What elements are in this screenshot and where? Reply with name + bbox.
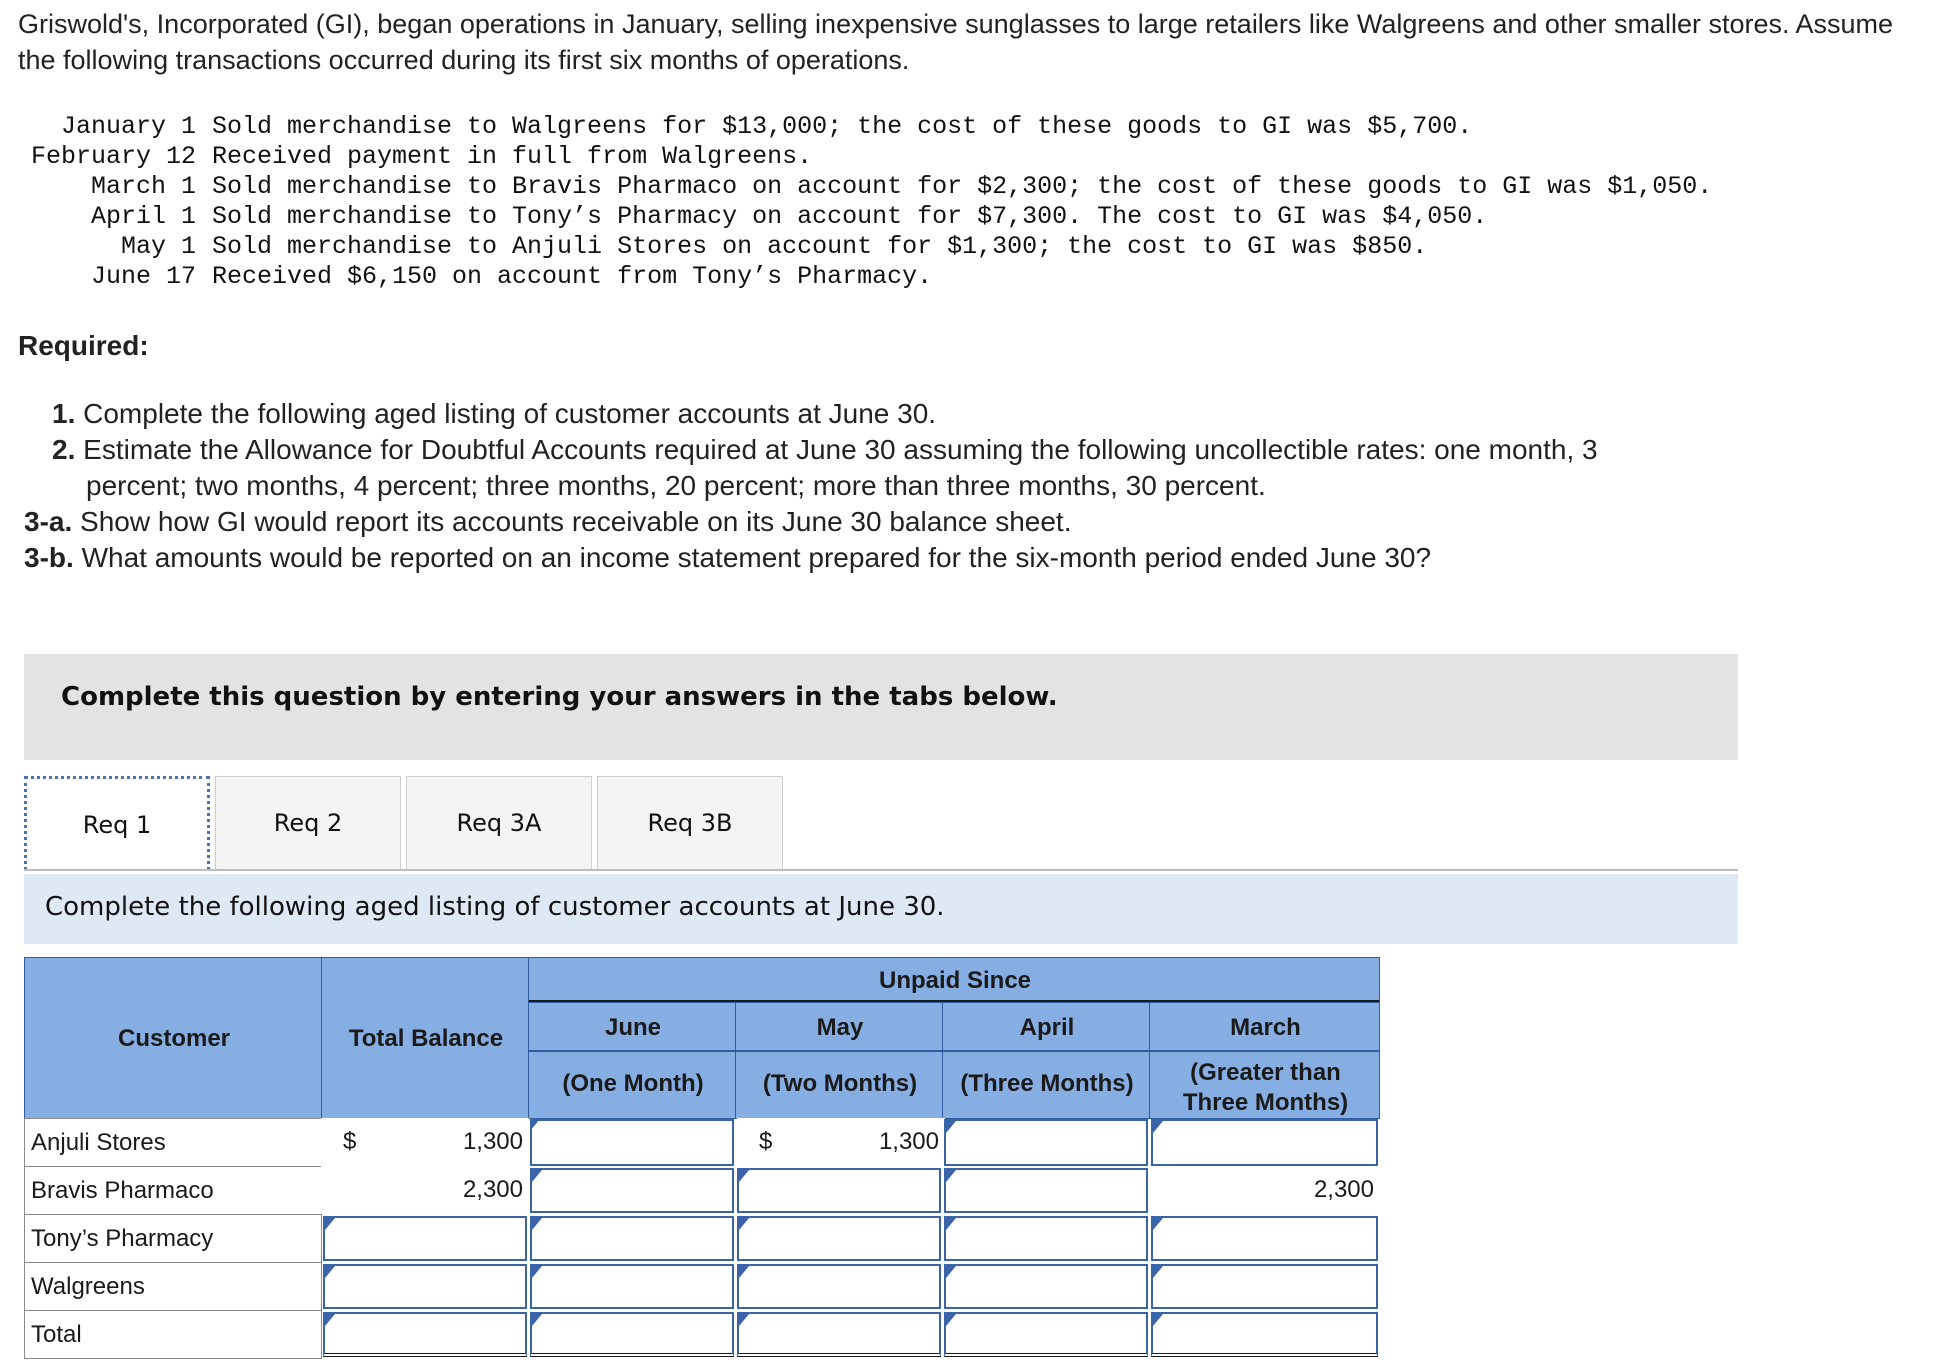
transaction-row: May 1 Sold merchandise to Anjuli Stores on account for $1,300; the cost to GI was $850. [120, 232, 1428, 261]
total-cell: 2,300 [321, 1166, 529, 1215]
june-input[interactable] [530, 1216, 734, 1261]
input-marker-icon [532, 1266, 542, 1278]
total-input[interactable] [323, 1264, 527, 1309]
customer-cell: Walgreens [24, 1262, 322, 1311]
input-marker-icon [325, 1218, 335, 1230]
unpaid-since-header: Unpaid Since [528, 957, 1380, 1003]
total-cell: $ 1,300 [321, 1118, 529, 1167]
customer-cell-total: Total [24, 1310, 322, 1359]
input-marker-icon [532, 1170, 542, 1182]
march-input[interactable] [1151, 1264, 1378, 1309]
input-marker-icon [946, 1266, 956, 1278]
problem-intro: Griswold's, Incorporated (GI), began operations in January, selling inexpensive sunglasses to large retailers like Walgreens and other smaller stores. Assume the following transactions occurred during its first six months of operations. [18, 9, 1894, 75]
march-input[interactable] [1151, 1216, 1378, 1261]
june-input[interactable] [530, 1168, 734, 1213]
customer-cell: Tony’s Pharmacy [24, 1214, 322, 1263]
april-input[interactable] [944, 1216, 1148, 1261]
tab-prompt [24, 874, 1738, 944]
input-marker-icon [739, 1266, 749, 1278]
input-marker-icon [946, 1170, 956, 1182]
april-header: April (Three Months) [942, 1002, 1150, 1119]
tab-req-2[interactable]: Req 2 [215, 776, 401, 870]
may-cell: $ 1,300 [737, 1118, 945, 1167]
input-marker-icon [1153, 1121, 1163, 1133]
input-marker-icon [532, 1314, 542, 1326]
input-marker-icon [530, 1119, 540, 1131]
tab-req-1[interactable]: Req 1 [24, 776, 210, 870]
tab-divider [24, 869, 1738, 871]
requirement-item: 2. Estimate the Allowance for Doubtful Accounts required at June 30 assuming the following uncollectible rates: one month, 3 [52, 434, 1598, 465]
june-sum-input[interactable] [530, 1312, 734, 1357]
requirement-item: 1. Complete the following aged listing of customer accounts at June 30. [52, 398, 937, 429]
input-marker-icon [532, 1218, 542, 1230]
april-input[interactable] [944, 1264, 1148, 1309]
requirement-item: 3-b. What amounts would be reported on an income statement prepared for the six-month period ended June 30? [24, 542, 1432, 573]
june-input[interactable] [530, 1264, 734, 1309]
tab-req-3b[interactable]: Req 3B [597, 776, 783, 870]
customer-cell: Anjuli Stores [24, 1118, 322, 1167]
june-header: June (One Month) [528, 1002, 736, 1119]
total-sum-input[interactable] [323, 1312, 527, 1357]
transaction-row: April 1 Sold merchandise to Tony’s Pharmacy on account for $7,300. The cost to GI was $4,050. [90, 202, 1488, 231]
customer-header: Customer [24, 957, 322, 1119]
header-divider [528, 1050, 1380, 1052]
input-marker-icon [739, 1218, 749, 1230]
input-marker-icon [1153, 1314, 1163, 1326]
april-input[interactable] [944, 1168, 1148, 1213]
customer-cell: Bravis Pharmaco [24, 1166, 322, 1215]
april-sum-input[interactable] [944, 1312, 1148, 1357]
may-header: May (Two Months) [735, 1002, 943, 1119]
june-input[interactable] [530, 1119, 734, 1166]
transaction-row: March 1 Sold merchandise to Bravis Pharmaco on account for $2,300; the cost of these goods to GI was $1,050. [90, 172, 1713, 201]
may-input[interactable] [737, 1264, 941, 1309]
march-input[interactable] [1151, 1119, 1378, 1166]
total-balance-header: Total Balance [321, 957, 529, 1119]
may-sum-input[interactable] [737, 1312, 941, 1357]
prompt-text: Complete the following aged listing of customer accounts at June 30. [45, 892, 945, 922]
input-marker-icon [1153, 1266, 1163, 1278]
total-input[interactable] [323, 1216, 527, 1261]
april-input[interactable] [944, 1119, 1148, 1166]
requirement-item-continued: percent; two months, 4 percent; three months, 20 percent; more than three months, 30 percent. [86, 470, 1266, 501]
transaction-row: January 1 Sold merchandise to Walgreens for $13,000; the cost of these goods to GI was $5,700. [60, 112, 1473, 141]
may-input[interactable] [737, 1168, 941, 1213]
march-cell: 2,300 [1151, 1166, 1380, 1215]
input-marker-icon [946, 1218, 956, 1230]
tab-req-3a[interactable]: Req 3A [406, 776, 592, 870]
march-header: March (Greater than Three Months) [1149, 1002, 1380, 1119]
input-marker-icon [739, 1314, 749, 1326]
input-marker-icon [946, 1121, 956, 1133]
input-marker-icon [325, 1266, 335, 1278]
transaction-row: February 12 Received payment in full from Walgreens. [30, 142, 813, 171]
required-heading: Required: [18, 330, 149, 361]
march-sum-input[interactable] [1151, 1312, 1378, 1357]
input-marker-icon [739, 1170, 749, 1182]
transactions-list [0, 112, 1712, 292]
may-input[interactable] [737, 1216, 941, 1261]
instruction-text: Complete this question by entering your answers in the tabs below. [61, 682, 1058, 712]
transaction-row: June 17 Received $6,150 on account from Tony’s Pharmacy. [90, 262, 933, 291]
input-marker-icon [325, 1314, 335, 1326]
input-marker-icon [946, 1314, 956, 1326]
instruction-band [24, 654, 1738, 760]
requirement-item: 3-a. Show how GI would report its accounts receivable on its June 30 balance sheet. [24, 506, 1072, 537]
input-marker-icon [1153, 1218, 1163, 1230]
requirements-list [0, 396, 1900, 576]
